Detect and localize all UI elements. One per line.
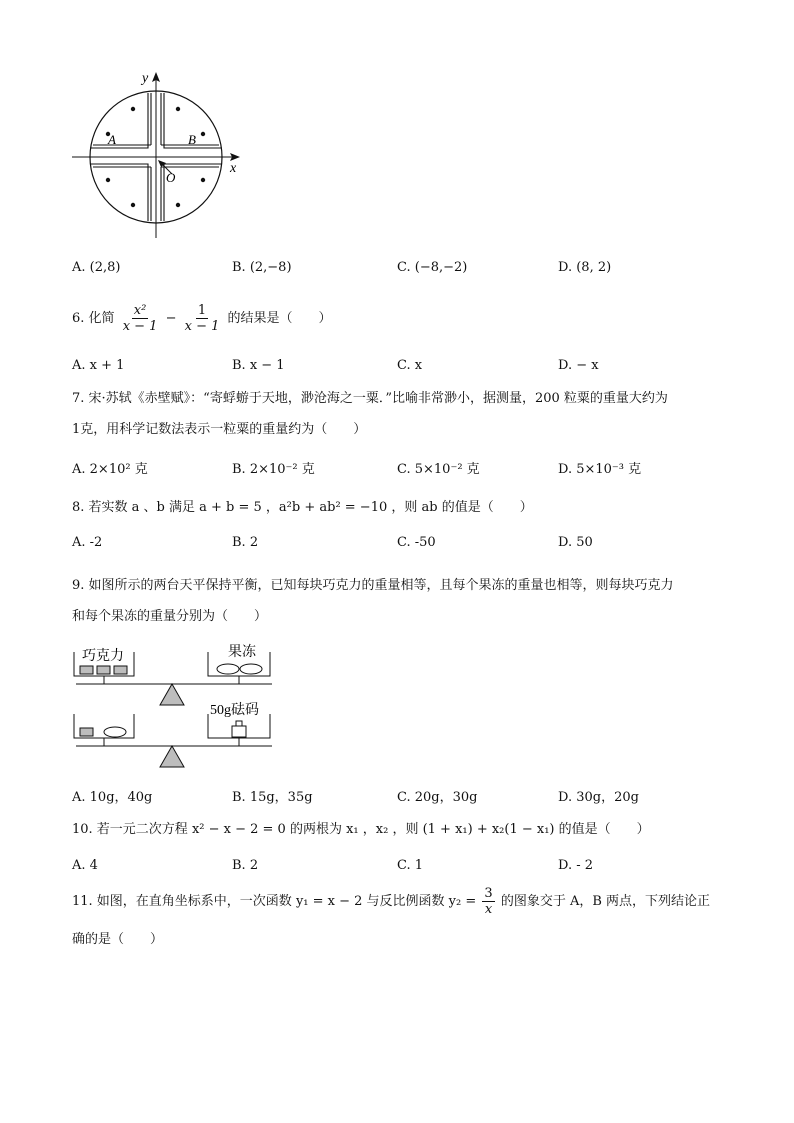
q9-option-a: A. 10g，40g — [72, 790, 153, 805]
chocolate — [114, 666, 127, 674]
jelly — [240, 664, 262, 674]
q6-option-a: A. x + 1 — [72, 358, 125, 373]
coordinate-figure — [60, 66, 260, 246]
chocolate — [80, 728, 93, 736]
q7-options — [72, 458, 692, 478]
q6-frac2-num: 1 — [197, 303, 207, 318]
q9-option-c: C. 20g，30g — [397, 790, 478, 805]
q6-option-d: D. − x — [558, 358, 599, 373]
q11-prefix: 11. 如图，在直角坐标系中，一次函数 y₁ = x − 2 与反比例函数 y₂ = — [72, 894, 477, 909]
jelly — [217, 664, 239, 674]
q6-minus: − — [165, 311, 177, 326]
q9-line-2: 和每个果冻的重量分别为（ ） — [72, 609, 268, 624]
q10-stem: 10. 若一元二次方程 x² − x − 2 = 0 的两根为 x₁ ，x₂ ，则 (1 + x₁) + x₂(1 − x₁) 的值是（ ） — [72, 822, 650, 837]
q6-option-c: C. x — [397, 358, 423, 373]
q6-stem — [72, 303, 332, 334]
q9-option-b: B. 15g，35g — [232, 790, 313, 805]
q7-option-d: D. 5×10⁻³ 克 — [558, 462, 642, 477]
jelly — [104, 727, 126, 737]
q5-option-d: D. (8, 2) — [558, 260, 612, 275]
q7-option-a: A. 2×10² 克 — [72, 462, 148, 477]
q6-prefix: 6. 化简 — [72, 311, 115, 326]
q5-option-c: C. (−8,−2) — [397, 260, 468, 275]
q11-fraction — [482, 886, 494, 917]
q7-option-c: C. 5×10⁻² 克 — [397, 462, 480, 477]
weight-block — [232, 726, 246, 737]
chocolate — [80, 666, 93, 674]
q6-options — [72, 358, 692, 378]
q11-line-2: 确的是（ ） — [72, 932, 164, 947]
q8-option-c: C. -50 — [397, 535, 436, 550]
q8-option-d: D. 50 — [558, 535, 593, 550]
q8-option-a: A. -2 — [72, 535, 103, 550]
q9-options — [72, 786, 692, 806]
q10-option-d: D. - 2 — [558, 858, 594, 873]
q7-option-b: B. 2×10⁻² 克 — [232, 462, 315, 477]
q6-frac2-den: x − 1 — [184, 319, 220, 334]
q6-fraction-1 — [121, 303, 160, 334]
fulcrum-1 — [160, 684, 184, 705]
q8-option-b: B. 2 — [232, 535, 259, 550]
q11-frac-num: 3 — [484, 886, 493, 901]
q6-fraction-2 — [183, 303, 222, 334]
chocolate — [97, 666, 110, 674]
q5-option-a: A. (2,8) — [72, 260, 121, 275]
q6-suffix: 的结果是（ ） — [227, 311, 332, 326]
label-chocolate: 巧克力 — [82, 649, 124, 664]
fulcrum-2 — [160, 746, 184, 767]
q10-option-a: A. 4 — [72, 858, 98, 873]
q9-option-d: D. 30g，20g — [558, 790, 639, 805]
q6-frac1-num: x² — [133, 303, 147, 318]
axis-x-label: x — [230, 161, 237, 176]
q7-line-2: 1克，用科学记数法表示一粒粟的重量约为（ ） — [72, 422, 367, 437]
q6-frac1-den: x − 1 — [122, 319, 158, 334]
balance-figure — [68, 642, 288, 772]
point-a-label: A — [108, 132, 116, 147]
point-b-label: B — [188, 132, 196, 147]
label-jelly: 果冻 — [228, 645, 256, 660]
q8-options — [72, 535, 692, 555]
origin-label: O — [166, 170, 176, 185]
q10-options — [72, 858, 692, 878]
q5-options — [72, 260, 692, 280]
q10-option-c: C. 1 — [397, 858, 424, 873]
q9-line-1: 9. 如图所示的两台天平保持平衡，已知每块巧克力的重量相等，且每个果冻的重量也相等，则每块巧克力 — [72, 578, 674, 593]
q11-stem — [72, 886, 710, 917]
q5-option-b: B. (2,−8) — [232, 260, 292, 275]
q8-stem: 8. 若实数 a 、b 满足 a + b = 5 ，a²b + ab² = −10 ，则 ab 的值是（ ） — [72, 500, 533, 515]
q10-option-b: B. 2 — [232, 858, 259, 873]
q11-suffix: 的图象交于 A，B 两点，下列结论正 — [500, 894, 711, 909]
label-weight: 50g砝码 — [210, 703, 259, 718]
q6-option-b: B. x − 1 — [232, 358, 285, 373]
axis-y-label: y — [142, 71, 149, 86]
q11-frac-den: x — [484, 902, 493, 917]
q7-line-1: 7. 宋·苏轼《赤壁赋》：“寄蜉蝣于天地，渺沧海之一粟．”比喻非常渺小，据测量，200 粒粟的重量大约为 — [72, 391, 668, 406]
